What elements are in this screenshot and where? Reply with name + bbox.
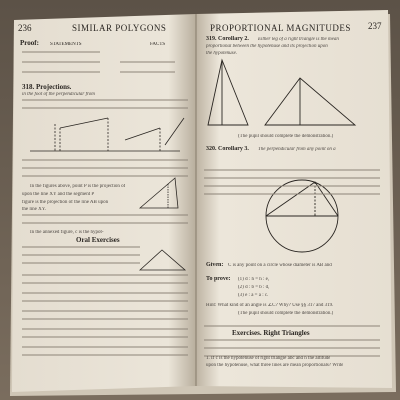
exercises-title: Exercises. Right Triangles	[232, 330, 310, 337]
right-running-head: PROPORTIONAL MAGNITUDES	[210, 24, 351, 33]
exercise-2: upon the hypotenuse, what three lines are mean proportionals? Write	[206, 363, 344, 368]
pupil-note-2: (The pupil should complete the demonstration.)	[238, 311, 334, 316]
corollary-319-heading: 319. Corollary 2.	[206, 36, 249, 42]
corollary-320-text: The perpendicular from any point on a	[258, 147, 336, 152]
pupil-note-1: (The pupil should complete the demonstration.)	[238, 134, 334, 139]
given-label: Given:	[206, 262, 224, 268]
prove-item-2: (2) d : b = b : d,	[238, 285, 270, 290]
prove-item-3: (3) e : a = a : c.	[238, 293, 269, 298]
proof-label: Proof:	[20, 40, 39, 47]
corollary-319-text-3: the hypotenuse.	[206, 51, 238, 56]
figures-text-4: the line XY.	[22, 207, 46, 212]
left-running-head: SIMILAR POLYGONS	[72, 24, 167, 33]
exercise-1: 1. If c is the hypotenuse of right triangle abc and h the altitude	[206, 356, 331, 361]
given-text: C is any point on a circle whose diameter is AB and	[228, 263, 332, 268]
figures-text-2: upon the line XY and the segment P	[22, 192, 95, 197]
right-page-number: 237	[368, 22, 382, 31]
hint-text: Hint: What kind of an angle is ∠C? Why? Use §§ 317 and 319.	[206, 303, 334, 308]
corollary-320-heading: 320. Corollary 3.	[206, 146, 249, 152]
corollary-319-text: Either leg of a right triangle is the mean	[258, 37, 339, 42]
figures-text-1: In the figures above, point P is the projection of	[30, 184, 126, 189]
prove-item-1: (1) d : h = h : e,	[238, 277, 270, 282]
annexed-text: In the annexed figure, c is the hypot-	[30, 230, 104, 235]
section-318-heading: 318. Projections.	[22, 84, 72, 91]
facts-label: FACTS	[150, 42, 166, 47]
statements-label: STATEMENTS	[50, 42, 82, 47]
figures-text-3: figure is the projection of the line AB upon	[22, 200, 109, 205]
corollary-319-text-2: proportional between the hypotenuse and its projection upon	[206, 44, 328, 49]
section-318-line: in the foot of the perpendicular from	[22, 92, 95, 97]
left-page-number: 236	[18, 24, 32, 33]
oral-exercises-title: Oral Exercises	[76, 237, 120, 244]
to-prove-label: To prove:	[206, 276, 231, 282]
